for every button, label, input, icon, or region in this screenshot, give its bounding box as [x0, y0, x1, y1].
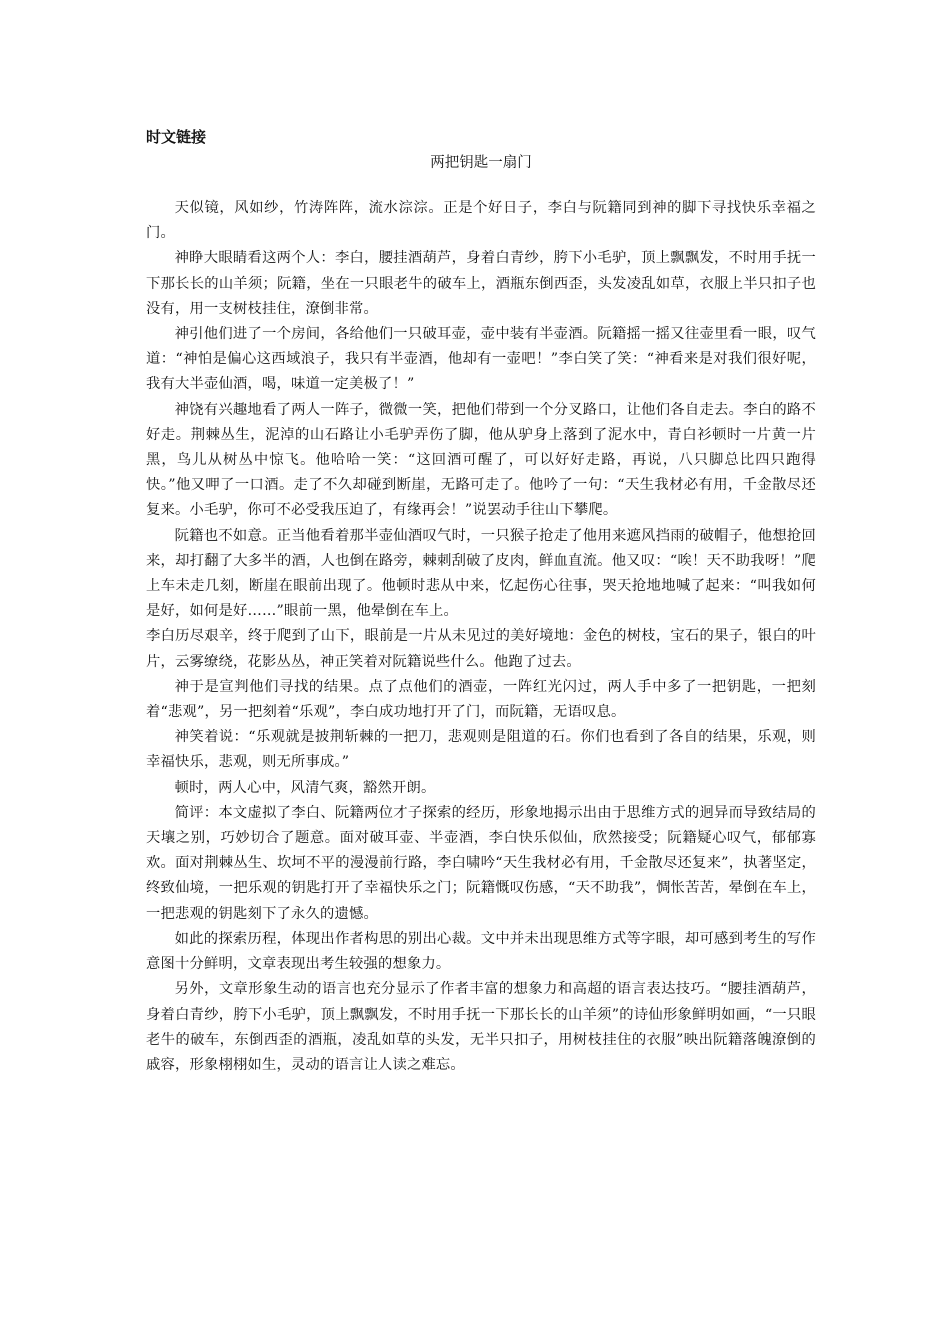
paragraph-1: 天似镜，风如纱，竹涛阵阵，流水淙淙。正是个好日子，李白与阮籍同到神的脚下寻找快乐幸福之门。 [146, 200, 816, 242]
paragraph-3: 神引他们进了一个房间，各给他们一只破耳壶，壶中装有半壶酒。阮籍摇一摇又往壶里看一眼，叹气道：“神怕是偏心这西域浪子，我只有半壶酒，他却有一壶吧！”李白笑了笑：“神看来是对我们很好呢，我有大半壶仙酒，喝，味道一定美极了！” [146, 326, 816, 393]
paragraph-9: 顿时，两人心中，风清气爽，豁然开朗。 [174, 779, 436, 796]
commentary-paragraph-1: 简评：本文虚拟了李白、阮籍两位才子探索的经历，形象地揭示出由于思维方式的迥异而导致结局的天壤之别，巧妙切合了题意。面对破耳壶、半壶酒，李白快乐似仙，欣然接受；阮籍疑心叹气，郁郁寡欢。面对荆棘丛生、坎坷不平的漫漫前行路，李白啸吟“天生我材必有用，千金散尽还复来”，执著坚定，终致仙境，一把乐观的钥匙打开了幸福快乐之门；阮籍慨叹伤感，“天不助我”，惆怅苦苦，晕倒在车上，一把悲观的钥匙刻下了永久的遗憾。 [146, 804, 816, 922]
article-title: 两把钥匙一扇门 [430, 155, 532, 171]
paragraph-8: 神笑着说：“乐观就是披荆斩棘的一把刀，悲观则是阻道的石。你们也看到了各自的结果，乐观，则幸福快乐，悲观，则无所事成。” [146, 729, 816, 771]
paragraph-7: 神于是宣判他们寻找的结果。点了点他们的酒壶，一阵红光闪过，两人手中多了一把钥匙，一把刻着“悲观”，另一把刻着“乐观”，李白成功地打开了门，而阮籍，无语叹息。 [146, 678, 816, 721]
paragraph-6: 李白历尽艰辛，终于爬到了山下，眼前是一片从未见过的美好境地：金色的树枝，宝石的果子，银白的叶片，云雾缭绕，花影丛丛，神正笑着对阮籍说些什么。他跑了过去。 [146, 628, 816, 670]
paragraph-5: 阮籍也不如意。正当他看着那半壶仙酒叹气时，一只猴子抢走了他用来遮风挡雨的破帽子，他想抢回来，却打翻了大多半的酒，人也倒在路旁，棘刺刮破了皮肉，鲜血直流。他又叹：“唉！天不助我呀！”爬上车未走几刻，断崖在眼前出现了。他顿时悲从中来，忆起伤心往事，哭天抢地地喊了起来：“叫我如何是好，如何是好……”眼前一黑，他晕倒在车上。 [146, 527, 816, 620]
paragraph-2: 神睁大眼睛看这两个人：李白，腰挂酒葫芦，身着白青纱，胯下小毛驴，顶上飘飘发，不时用手抚一下那长长的山羊须；阮籍，坐在一只眼老牛的破车上，酒瓶东倒西歪，头发凌乱如草，衣服上半只扣子也没有，用一支树枝挂住，潦倒非常。 [146, 250, 816, 317]
article-body [146, 196, 816, 1078]
paragraph-4: 神饶有兴趣地看了两人一阵子，微微一笑，把他们带到一个分叉路口，让他们各自走去。李白的路不好走。荆棘丛生，泥淖的山石路让小毛驴弄伤了脚，他从驴身上落到了泥水中，青白衫顿时一片黄一片黑，鸟儿从树丛中惊飞。他哈哈一笑：“这回酒可醒了，可以好好走路，再说，八只脚总比四只跑得快。”他又呷了一口酒。走了不久却碰到断崖，无路可走了。他吟了一句：“天生我材必有用，千金散尽还复来。小毛驴，你可不必受我压迫了，有缘再会！”说罢动手往山下攀爬。 [146, 401, 816, 519]
section-label: 时文链接 [146, 128, 207, 146]
document-page [146, 124, 816, 1078]
commentary-paragraph-2: 如此的探索历程，体现出作者构思的别出心裁。文中并未出现思维方式等字眼，却可感到考生的写作意图十分鲜明，文章表现出考生较强的想象力。 [146, 930, 816, 973]
commentary-paragraph-3: 另外，文章形象生动的语言也充分显示了作者丰富的想象力和高超的语言表达技巧。“腰挂酒葫芦，身着白青纱，胯下小毛驴，顶上飘飘发，不时用手抚一下那长长的山羊须”的诗仙形象鲜明如画，“一只眼老牛的破车，东倒西歪的酒瓶，凌乱如草的头发，无半只扣子，用树枝挂住的衣服”映出阮籍落魄潦倒的戚容，形象栩栩如生，灵动的语言让人读之难忘。 [146, 981, 816, 1073]
